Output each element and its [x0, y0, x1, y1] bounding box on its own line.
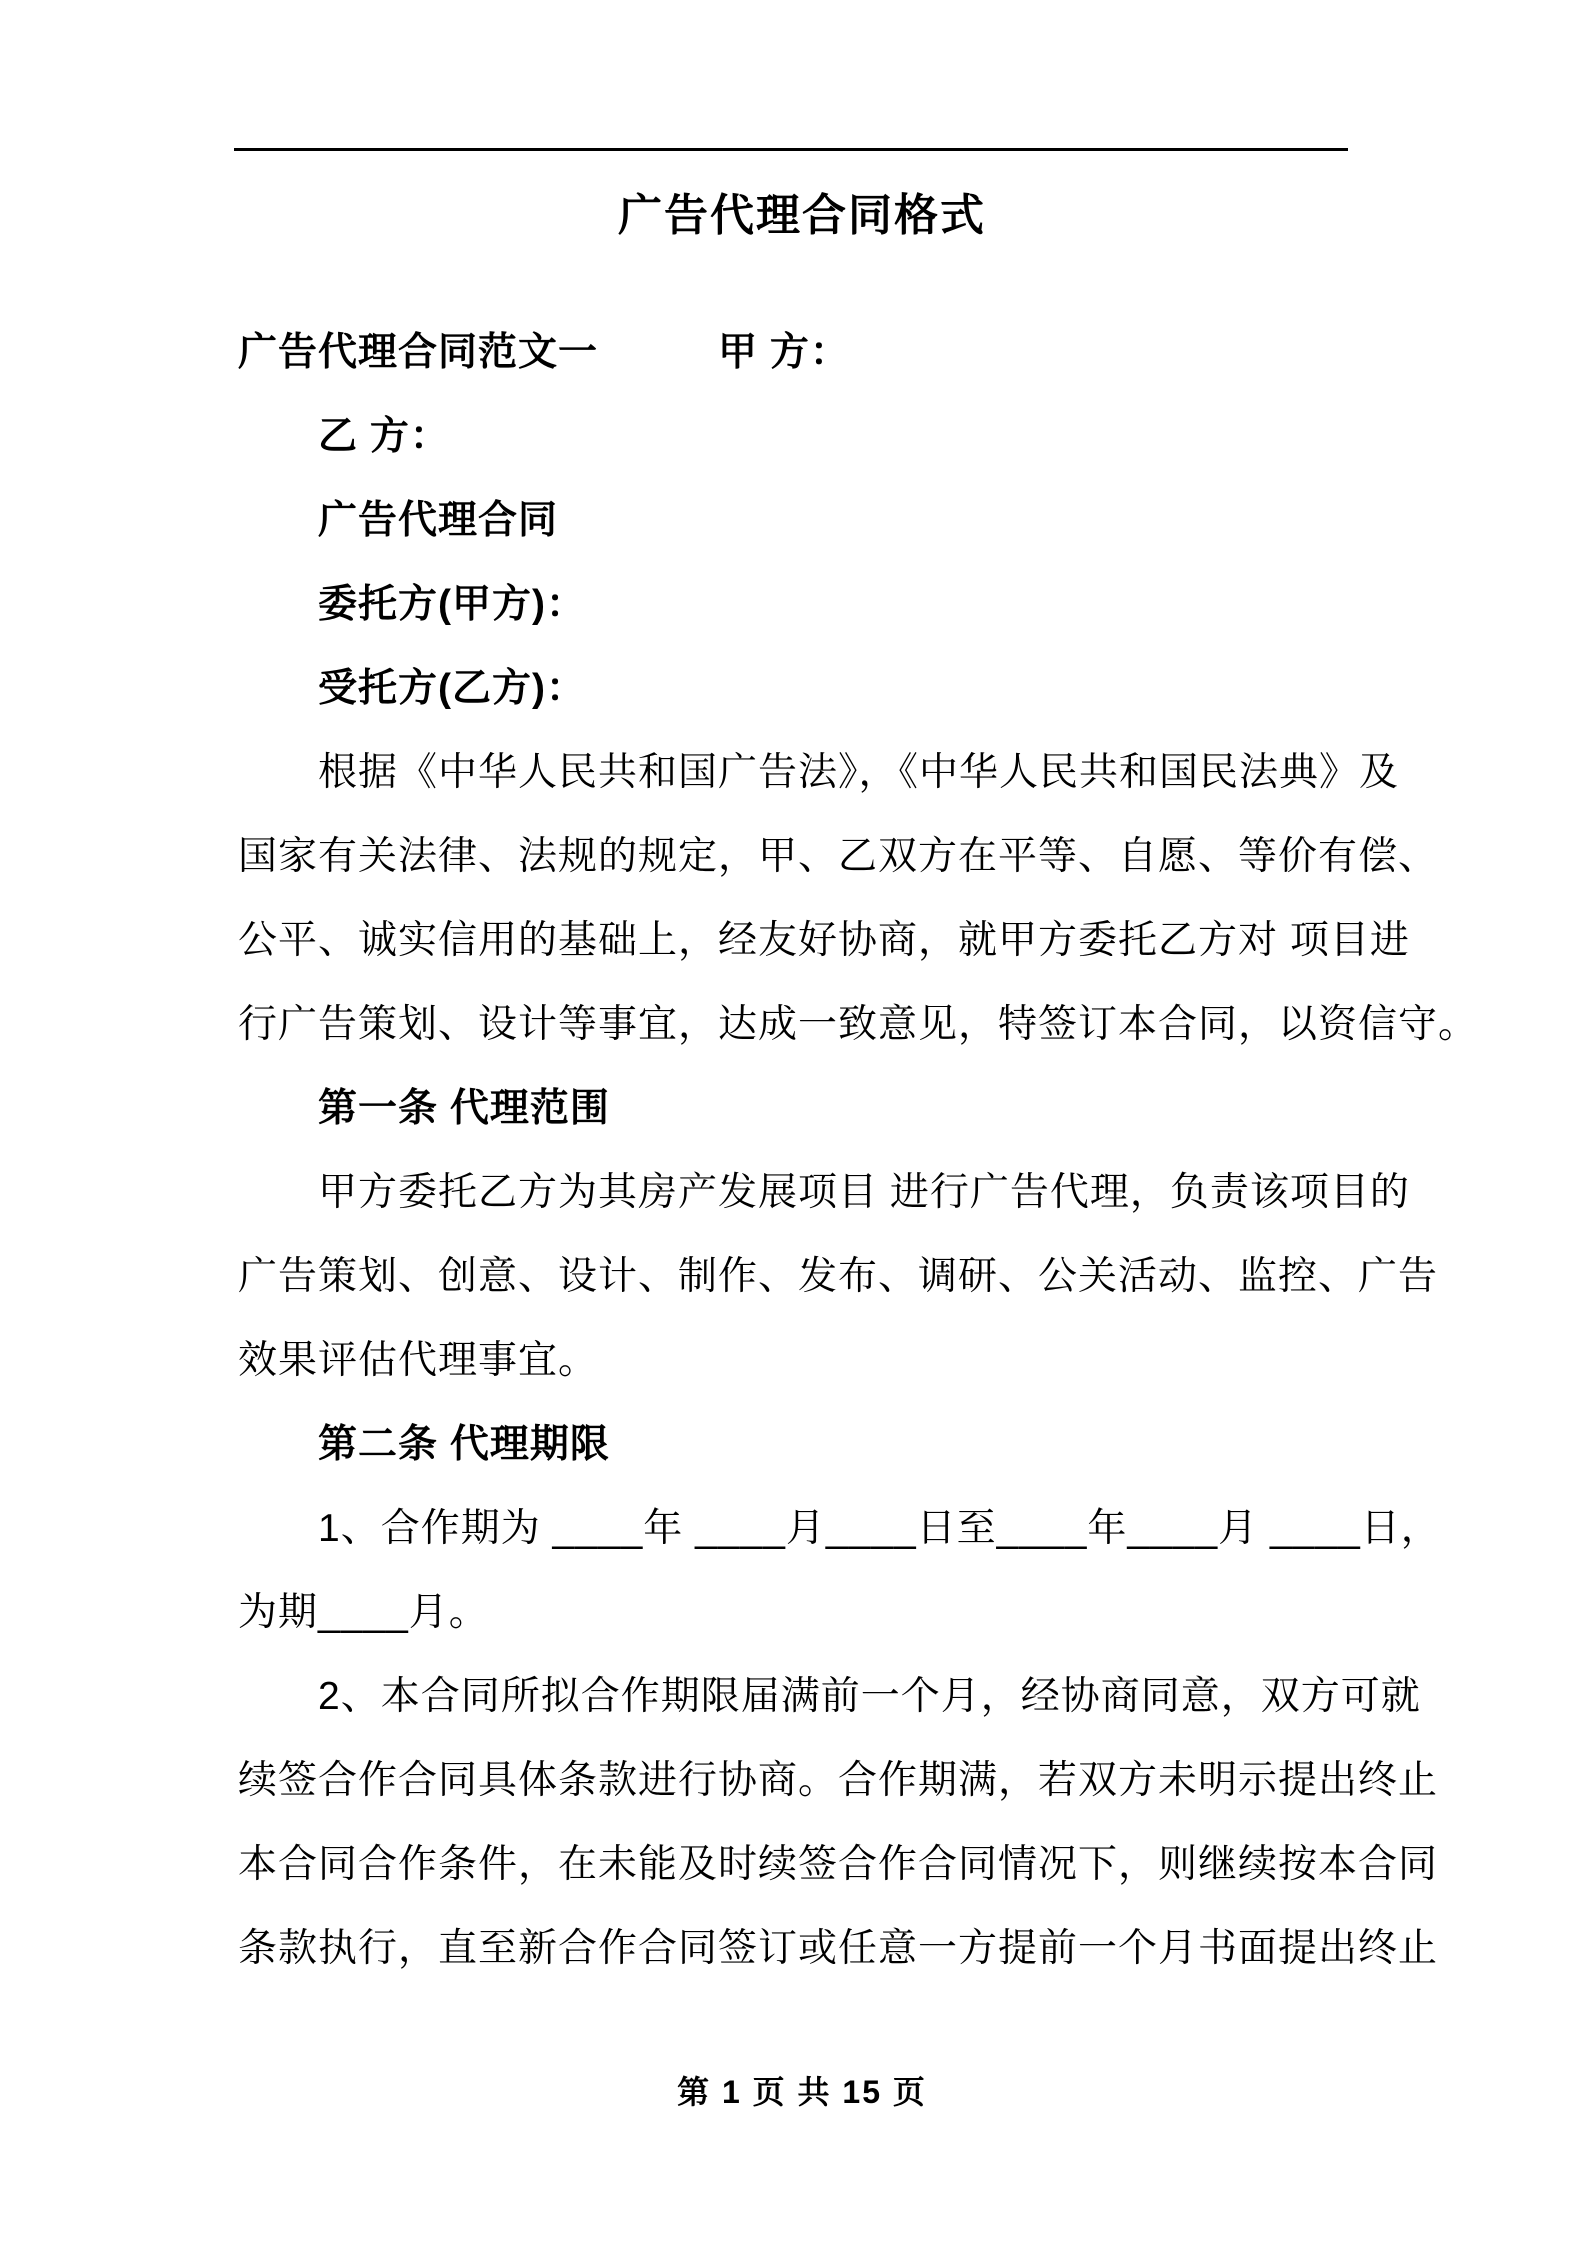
- text-line: 委托方(甲方)：: [318, 583, 586, 626]
- document-title: 广告代理合同格式: [618, 191, 986, 240]
- text-line: 根据《中华人民共和国广告法》，《中华人民共和国民法典》及: [318, 751, 1400, 794]
- text-line: 2、本合同所拟合作期限届满前一个月，经协商同意，双方可就: [318, 1675, 1421, 1718]
- text-line: 第二条 代理期限: [318, 1423, 610, 1466]
- text-line: 为期____月。: [238, 1591, 489, 1634]
- text-line: 受托方(乙方)：: [318, 667, 586, 710]
- text-line: 1、合作期为 ____年 ____月____日至____年____月 ____日，: [318, 1507, 1441, 1550]
- text-line: 广告代理合同: [318, 499, 559, 542]
- text-line: 条款执行，直至新合作合同签订或任意一方提前一个月书面提出终止: [238, 1927, 1439, 1970]
- text-line: 第一条 代理范围: [318, 1087, 610, 1130]
- header-rule: [234, 148, 1348, 151]
- document-body: [238, 311, 1479, 1991]
- text-line: 效果评估代理事宜。: [238, 1339, 599, 1382]
- text-line: 公平、诚实信用的基础上，经友好协商，就甲方委托乙方对 项目进: [238, 919, 1410, 962]
- text-line: 广告代理合同范文一 甲 方：: [238, 331, 850, 374]
- text-line: 国家有关法律、法规的规定，甲、乙双方在平等、自愿、等价有偿、: [238, 835, 1439, 878]
- text-line: 乙 方：: [318, 415, 450, 458]
- text-line: 本合同合作条件，在未能及时续签合作合同情况下，则继续按本合同: [238, 1843, 1439, 1886]
- text-line: 甲方委托乙方为其房产发展项目 进行广告代理，负责该项目的: [318, 1171, 1410, 1214]
- page-footer: 第 1 页 共 15 页: [677, 2074, 927, 2110]
- text-line: 广告策划、创意、设计、制作、发布、调研、公关活动、监控、广告: [238, 1255, 1439, 1298]
- text-line: 行广告策划、设计等事宜，达成一致意见，特签订本合同，以资信守。: [238, 1003, 1479, 1046]
- text-line: 续签合作合同具体条款进行协商。合作期满，若双方未明示提出终止: [238, 1759, 1439, 1802]
